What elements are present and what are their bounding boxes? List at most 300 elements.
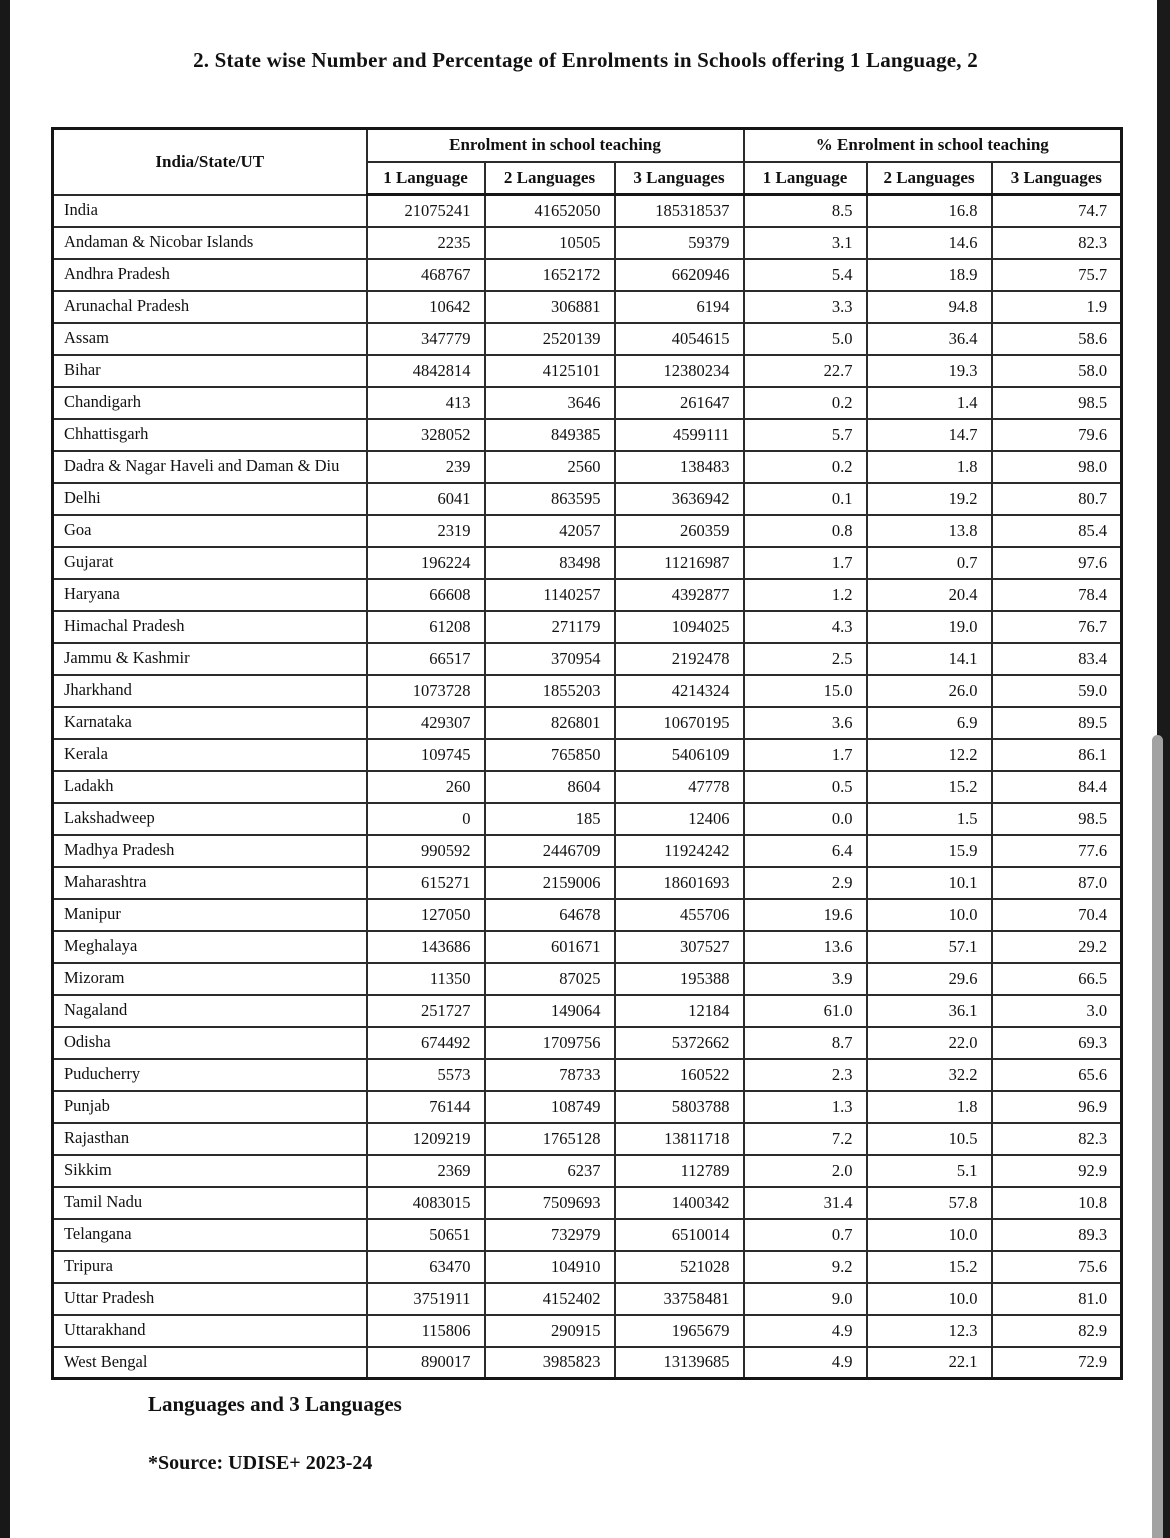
table-row bbox=[53, 451, 1122, 483]
value-cell: 4125101 bbox=[485, 355, 615, 387]
value-cell: 81.0 bbox=[992, 1283, 1122, 1315]
table-row bbox=[53, 995, 1122, 1027]
state-name-cell: Telangana bbox=[53, 1219, 367, 1251]
value-cell: 1094025 bbox=[615, 611, 744, 643]
state-name-cell: Tripura bbox=[53, 1251, 367, 1283]
value-cell: 8.7 bbox=[744, 1027, 867, 1059]
table-row bbox=[53, 291, 1122, 323]
value-cell: 196224 bbox=[367, 547, 485, 579]
value-cell: 2319 bbox=[367, 515, 485, 547]
value-cell: 2.0 bbox=[744, 1155, 867, 1187]
value-cell: 9.2 bbox=[744, 1251, 867, 1283]
value-cell: 21075241 bbox=[367, 195, 485, 227]
value-cell: 468767 bbox=[367, 259, 485, 291]
table-row bbox=[53, 675, 1122, 707]
value-cell: 455706 bbox=[615, 899, 744, 931]
value-cell: 70.4 bbox=[992, 899, 1122, 931]
state-name-cell: Lakshadweep bbox=[53, 803, 367, 835]
value-cell: 5372662 bbox=[615, 1027, 744, 1059]
state-name-cell: Assam bbox=[53, 323, 367, 355]
value-cell: 4842814 bbox=[367, 355, 485, 387]
value-cell: 14.6 bbox=[867, 227, 992, 259]
value-cell: 0.2 bbox=[744, 387, 867, 419]
table-row bbox=[53, 707, 1122, 739]
value-cell: 13139685 bbox=[615, 1347, 744, 1379]
value-cell: 19.0 bbox=[867, 611, 992, 643]
value-cell: 7509693 bbox=[485, 1187, 615, 1219]
value-cell: 4.9 bbox=[744, 1347, 867, 1379]
value-cell: 260359 bbox=[615, 515, 744, 547]
value-cell: 78.4 bbox=[992, 579, 1122, 611]
table-row bbox=[53, 1155, 1122, 1187]
value-cell: 50651 bbox=[367, 1219, 485, 1251]
value-cell: 4214324 bbox=[615, 675, 744, 707]
value-cell: 65.6 bbox=[992, 1059, 1122, 1091]
table-row bbox=[53, 355, 1122, 387]
value-cell: 12184 bbox=[615, 995, 744, 1027]
state-name-cell: Delhi bbox=[53, 483, 367, 515]
state-name-cell: Chhattisgarh bbox=[53, 419, 367, 451]
value-cell: 20.4 bbox=[867, 579, 992, 611]
value-cell: 86.1 bbox=[992, 739, 1122, 771]
value-cell: 1400342 bbox=[615, 1187, 744, 1219]
value-cell: 92.9 bbox=[992, 1155, 1122, 1187]
value-cell: 19.6 bbox=[744, 899, 867, 931]
state-name-cell: Kerala bbox=[53, 739, 367, 771]
table-row bbox=[53, 259, 1122, 291]
table-row bbox=[53, 899, 1122, 931]
value-cell: 22.7 bbox=[744, 355, 867, 387]
value-cell: 108749 bbox=[485, 1091, 615, 1123]
value-cell: 5803788 bbox=[615, 1091, 744, 1123]
subheader-count-2-languages: 2 Languages bbox=[485, 162, 615, 195]
subheader-count-3-languages: 3 Languages bbox=[615, 162, 744, 195]
value-cell: 66517 bbox=[367, 643, 485, 675]
value-cell: 1140257 bbox=[485, 579, 615, 611]
value-cell: 3.0 bbox=[992, 995, 1122, 1027]
value-cell: 3.1 bbox=[744, 227, 867, 259]
value-cell: 732979 bbox=[485, 1219, 615, 1251]
state-name-cell: Odisha bbox=[53, 1027, 367, 1059]
value-cell: 12406 bbox=[615, 803, 744, 835]
value-cell: 61.0 bbox=[744, 995, 867, 1027]
value-cell: 15.0 bbox=[744, 675, 867, 707]
value-cell: 271179 bbox=[485, 611, 615, 643]
value-cell: 16.8 bbox=[867, 195, 992, 227]
value-cell: 13811718 bbox=[615, 1123, 744, 1155]
value-cell: 12.2 bbox=[867, 739, 992, 771]
state-name-cell: Gujarat bbox=[53, 547, 367, 579]
value-cell: 11350 bbox=[367, 963, 485, 995]
value-cell: 109745 bbox=[367, 739, 485, 771]
value-cell: 849385 bbox=[485, 419, 615, 451]
value-cell: 10.8 bbox=[992, 1187, 1122, 1219]
value-cell: 84.4 bbox=[992, 771, 1122, 803]
table-row bbox=[53, 1315, 1122, 1347]
value-cell: 290915 bbox=[485, 1315, 615, 1347]
table-row bbox=[53, 1027, 1122, 1059]
value-cell: 2.3 bbox=[744, 1059, 867, 1091]
value-cell: 6194 bbox=[615, 291, 744, 323]
value-cell: 0.2 bbox=[744, 451, 867, 483]
table-row bbox=[53, 323, 1122, 355]
left-edge-bar bbox=[0, 0, 10, 1538]
state-name-cell: Nagaland bbox=[53, 995, 367, 1027]
value-cell: 82.3 bbox=[992, 227, 1122, 259]
value-cell: 31.4 bbox=[744, 1187, 867, 1219]
table-row bbox=[53, 1091, 1122, 1123]
value-cell: 15.9 bbox=[867, 835, 992, 867]
value-cell: 1.9 bbox=[992, 291, 1122, 323]
table-row bbox=[53, 643, 1122, 675]
state-name-cell: Punjab bbox=[53, 1091, 367, 1123]
value-cell: 4.9 bbox=[744, 1315, 867, 1347]
table-row bbox=[53, 1347, 1122, 1379]
table-row bbox=[53, 547, 1122, 579]
table-row bbox=[53, 387, 1122, 419]
subheader-percent-2-languages: 2 Languages bbox=[867, 162, 992, 195]
value-cell: 42057 bbox=[485, 515, 615, 547]
value-cell: 307527 bbox=[615, 931, 744, 963]
value-cell: 2520139 bbox=[485, 323, 615, 355]
value-cell: 79.6 bbox=[992, 419, 1122, 451]
value-cell: 1.4 bbox=[867, 387, 992, 419]
value-cell: 26.0 bbox=[867, 675, 992, 707]
value-cell: 1709756 bbox=[485, 1027, 615, 1059]
table-group-header-row bbox=[53, 129, 1122, 162]
value-cell: 94.8 bbox=[867, 291, 992, 323]
value-cell: 4599111 bbox=[615, 419, 744, 451]
value-cell: 261647 bbox=[615, 387, 744, 419]
value-cell: 127050 bbox=[367, 899, 485, 931]
value-cell: 0 bbox=[367, 803, 485, 835]
value-cell: 58.0 bbox=[992, 355, 1122, 387]
value-cell: 75.6 bbox=[992, 1251, 1122, 1283]
table-row bbox=[53, 1219, 1122, 1251]
table-row bbox=[53, 227, 1122, 259]
value-cell: 98.5 bbox=[992, 387, 1122, 419]
state-name-cell: Uttar Pradesh bbox=[53, 1283, 367, 1315]
value-cell: 615271 bbox=[367, 867, 485, 899]
value-cell: 260 bbox=[367, 771, 485, 803]
value-cell: 10.0 bbox=[867, 899, 992, 931]
subheader-count-1-language: 1 Language bbox=[367, 162, 485, 195]
value-cell: 1.3 bbox=[744, 1091, 867, 1123]
table-row bbox=[53, 579, 1122, 611]
value-cell: 12.3 bbox=[867, 1315, 992, 1347]
value-cell: 4054615 bbox=[615, 323, 744, 355]
value-cell: 76.7 bbox=[992, 611, 1122, 643]
value-cell: 72.9 bbox=[992, 1347, 1122, 1379]
value-cell: 2159006 bbox=[485, 867, 615, 899]
value-cell: 22.0 bbox=[867, 1027, 992, 1059]
state-name-cell: Mizoram bbox=[53, 963, 367, 995]
value-cell: 185318537 bbox=[615, 195, 744, 227]
value-cell: 1209219 bbox=[367, 1123, 485, 1155]
value-cell: 3646 bbox=[485, 387, 615, 419]
value-cell: 82.9 bbox=[992, 1315, 1122, 1347]
value-cell: 15.2 bbox=[867, 1251, 992, 1283]
value-cell: 0.5 bbox=[744, 771, 867, 803]
value-cell: 1.8 bbox=[867, 1091, 992, 1123]
value-cell: 0.0 bbox=[744, 803, 867, 835]
value-cell: 6041 bbox=[367, 483, 485, 515]
value-cell: 1.2 bbox=[744, 579, 867, 611]
state-name-cell: Manipur bbox=[53, 899, 367, 931]
value-cell: 36.4 bbox=[867, 323, 992, 355]
value-cell: 5406109 bbox=[615, 739, 744, 771]
value-cell: 12380234 bbox=[615, 355, 744, 387]
value-cell: 413 bbox=[367, 387, 485, 419]
value-cell: 11216987 bbox=[615, 547, 744, 579]
value-cell: 59.0 bbox=[992, 675, 1122, 707]
value-cell: 3636942 bbox=[615, 483, 744, 515]
value-cell: 1.7 bbox=[744, 547, 867, 579]
value-cell: 0.1 bbox=[744, 483, 867, 515]
value-cell: 429307 bbox=[367, 707, 485, 739]
table-row bbox=[53, 931, 1122, 963]
value-cell: 5.1 bbox=[867, 1155, 992, 1187]
value-cell: 57.1 bbox=[867, 931, 992, 963]
table-row bbox=[53, 771, 1122, 803]
value-cell: 112789 bbox=[615, 1155, 744, 1187]
state-name-cell: Dadra & Nagar Haveli and Daman & Diu bbox=[53, 451, 367, 483]
value-cell: 4083015 bbox=[367, 1187, 485, 1219]
value-cell: 251727 bbox=[367, 995, 485, 1027]
value-cell: 5.4 bbox=[744, 259, 867, 291]
value-cell: 370954 bbox=[485, 643, 615, 675]
value-cell: 6.4 bbox=[744, 835, 867, 867]
value-cell: 104910 bbox=[485, 1251, 615, 1283]
value-cell: 1855203 bbox=[485, 675, 615, 707]
state-name-cell: Madhya Pradesh bbox=[53, 835, 367, 867]
table-row bbox=[53, 835, 1122, 867]
value-cell: 160522 bbox=[615, 1059, 744, 1091]
value-cell: 15.2 bbox=[867, 771, 992, 803]
table-row bbox=[53, 1251, 1122, 1283]
table-row bbox=[53, 739, 1122, 771]
value-cell: 19.2 bbox=[867, 483, 992, 515]
table-row bbox=[53, 611, 1122, 643]
value-cell: 32.2 bbox=[867, 1059, 992, 1091]
table-row bbox=[53, 1123, 1122, 1155]
value-cell: 29.2 bbox=[992, 931, 1122, 963]
value-cell: 69.3 bbox=[992, 1027, 1122, 1059]
value-cell: 3751911 bbox=[367, 1283, 485, 1315]
value-cell: 1765128 bbox=[485, 1123, 615, 1155]
value-cell: 521028 bbox=[615, 1251, 744, 1283]
value-cell: 1652172 bbox=[485, 259, 615, 291]
value-cell: 1.8 bbox=[867, 451, 992, 483]
value-cell: 10.0 bbox=[867, 1283, 992, 1315]
state-name-cell: Jharkhand bbox=[53, 675, 367, 707]
value-cell: 5573 bbox=[367, 1059, 485, 1091]
table-row bbox=[53, 515, 1122, 547]
value-cell: 10670195 bbox=[615, 707, 744, 739]
value-cell: 10.1 bbox=[867, 867, 992, 899]
value-cell: 2369 bbox=[367, 1155, 485, 1187]
table-row bbox=[53, 963, 1122, 995]
state-name-cell: Jammu & Kashmir bbox=[53, 643, 367, 675]
state-name-cell: Rajasthan bbox=[53, 1123, 367, 1155]
column-header-state: India/State/UT bbox=[53, 129, 367, 195]
value-cell: 0.7 bbox=[867, 547, 992, 579]
value-cell: 6620946 bbox=[615, 259, 744, 291]
state-name-cell: Andhra Pradesh bbox=[53, 259, 367, 291]
table-row bbox=[53, 419, 1122, 451]
value-cell: 601671 bbox=[485, 931, 615, 963]
state-name-cell: Karnataka bbox=[53, 707, 367, 739]
title-continuation: Languages and 3 Languages bbox=[148, 1392, 402, 1416]
value-cell: 2.9 bbox=[744, 867, 867, 899]
value-cell: 306881 bbox=[485, 291, 615, 323]
value-cell: 6.9 bbox=[867, 707, 992, 739]
value-cell: 87.0 bbox=[992, 867, 1122, 899]
value-cell: 185 bbox=[485, 803, 615, 835]
value-cell: 1965679 bbox=[615, 1315, 744, 1347]
value-cell: 82.3 bbox=[992, 1123, 1122, 1155]
state-name-cell: Puducherry bbox=[53, 1059, 367, 1091]
state-name-cell: Haryana bbox=[53, 579, 367, 611]
value-cell: 57.8 bbox=[867, 1187, 992, 1219]
state-name-cell: Maharashtra bbox=[53, 867, 367, 899]
value-cell: 18601693 bbox=[615, 867, 744, 899]
value-cell: 138483 bbox=[615, 451, 744, 483]
value-cell: 76144 bbox=[367, 1091, 485, 1123]
state-name-cell: Chandigarh bbox=[53, 387, 367, 419]
value-cell: 75.7 bbox=[992, 259, 1122, 291]
table-row bbox=[53, 483, 1122, 515]
value-cell: 61208 bbox=[367, 611, 485, 643]
value-cell: 58.6 bbox=[992, 323, 1122, 355]
table-row bbox=[53, 1059, 1122, 1091]
value-cell: 87025 bbox=[485, 963, 615, 995]
value-cell: 59379 bbox=[615, 227, 744, 259]
value-cell: 85.4 bbox=[992, 515, 1122, 547]
value-cell: 2560 bbox=[485, 451, 615, 483]
value-cell: 3.6 bbox=[744, 707, 867, 739]
value-cell: 143686 bbox=[367, 931, 485, 963]
value-cell: 8.5 bbox=[744, 195, 867, 227]
state-name-cell: Himachal Pradesh bbox=[53, 611, 367, 643]
value-cell: 990592 bbox=[367, 835, 485, 867]
page-title: 2. State wise Number and Percentage of Enrolments in Schools offering 1 Language, 2 bbox=[193, 48, 978, 72]
value-cell: 6237 bbox=[485, 1155, 615, 1187]
value-cell: 2192478 bbox=[615, 643, 744, 675]
value-cell: 11924242 bbox=[615, 835, 744, 867]
value-cell: 89.5 bbox=[992, 707, 1122, 739]
value-cell: 19.3 bbox=[867, 355, 992, 387]
value-cell: 4392877 bbox=[615, 579, 744, 611]
value-cell: 8604 bbox=[485, 771, 615, 803]
state-name-cell: Goa bbox=[53, 515, 367, 547]
value-cell: 14.7 bbox=[867, 419, 992, 451]
state-name-cell: West Bengal bbox=[53, 1347, 367, 1379]
value-cell: 78733 bbox=[485, 1059, 615, 1091]
value-cell: 98.5 bbox=[992, 803, 1122, 835]
value-cell: 149064 bbox=[485, 995, 615, 1027]
state-name-cell: Arunachal Pradesh bbox=[53, 291, 367, 323]
value-cell: 98.0 bbox=[992, 451, 1122, 483]
value-cell: 0.7 bbox=[744, 1219, 867, 1251]
value-cell: 29.6 bbox=[867, 963, 992, 995]
value-cell: 10.0 bbox=[867, 1219, 992, 1251]
value-cell: 195388 bbox=[615, 963, 744, 995]
scrollbar-thumb[interactable] bbox=[1152, 735, 1163, 1538]
value-cell: 2446709 bbox=[485, 835, 615, 867]
state-name-cell: Tamil Nadu bbox=[53, 1187, 367, 1219]
state-name-cell: Sikkim bbox=[53, 1155, 367, 1187]
source-note: *Source: UDISE+ 2023-24 bbox=[148, 1452, 373, 1474]
value-cell: 77.6 bbox=[992, 835, 1122, 867]
value-cell: 890017 bbox=[367, 1347, 485, 1379]
value-cell: 863595 bbox=[485, 483, 615, 515]
value-cell: 7.2 bbox=[744, 1123, 867, 1155]
state-name-cell: India bbox=[53, 195, 367, 227]
value-cell: 0.8 bbox=[744, 515, 867, 547]
value-cell: 1.5 bbox=[867, 803, 992, 835]
value-cell: 239 bbox=[367, 451, 485, 483]
value-cell: 10505 bbox=[485, 227, 615, 259]
value-cell: 2235 bbox=[367, 227, 485, 259]
subheader-percent-1-language: 1 Language bbox=[744, 162, 867, 195]
value-cell: 2.5 bbox=[744, 643, 867, 675]
value-cell: 66608 bbox=[367, 579, 485, 611]
value-cell: 1073728 bbox=[367, 675, 485, 707]
value-cell: 1.7 bbox=[744, 739, 867, 771]
value-cell: 826801 bbox=[485, 707, 615, 739]
value-cell: 97.6 bbox=[992, 547, 1122, 579]
table-row bbox=[53, 1187, 1122, 1219]
value-cell: 5.0 bbox=[744, 323, 867, 355]
value-cell: 36.1 bbox=[867, 995, 992, 1027]
value-cell: 6510014 bbox=[615, 1219, 744, 1251]
value-cell: 96.9 bbox=[992, 1091, 1122, 1123]
value-cell: 22.1 bbox=[867, 1347, 992, 1379]
value-cell: 66.5 bbox=[992, 963, 1122, 995]
table-row bbox=[53, 803, 1122, 835]
value-cell: 83.4 bbox=[992, 643, 1122, 675]
table-row bbox=[53, 1283, 1122, 1315]
value-cell: 4.3 bbox=[744, 611, 867, 643]
table-row bbox=[53, 195, 1122, 227]
value-cell: 74.7 bbox=[992, 195, 1122, 227]
value-cell: 3.9 bbox=[744, 963, 867, 995]
value-cell: 9.0 bbox=[744, 1283, 867, 1315]
value-cell: 41652050 bbox=[485, 195, 615, 227]
value-cell: 347779 bbox=[367, 323, 485, 355]
value-cell: 3985823 bbox=[485, 1347, 615, 1379]
value-cell: 13.6 bbox=[744, 931, 867, 963]
group-header-percent-enrolment: % Enrolment in school teaching bbox=[744, 129, 1122, 162]
value-cell: 47778 bbox=[615, 771, 744, 803]
table-row bbox=[53, 867, 1122, 899]
enrolment-table bbox=[51, 127, 1123, 1380]
value-cell: 115806 bbox=[367, 1315, 485, 1347]
value-cell: 3.3 bbox=[744, 291, 867, 323]
value-cell: 14.1 bbox=[867, 643, 992, 675]
state-name-cell: Ladakh bbox=[53, 771, 367, 803]
state-name-cell: Andaman & Nicobar Islands bbox=[53, 227, 367, 259]
value-cell: 18.9 bbox=[867, 259, 992, 291]
value-cell: 83498 bbox=[485, 547, 615, 579]
value-cell: 64678 bbox=[485, 899, 615, 931]
subheader-percent-3-languages: 3 Languages bbox=[992, 162, 1122, 195]
value-cell: 765850 bbox=[485, 739, 615, 771]
value-cell: 63470 bbox=[367, 1251, 485, 1283]
value-cell: 10.5 bbox=[867, 1123, 992, 1155]
group-header-enrolment: Enrolment in school teaching bbox=[367, 129, 744, 162]
